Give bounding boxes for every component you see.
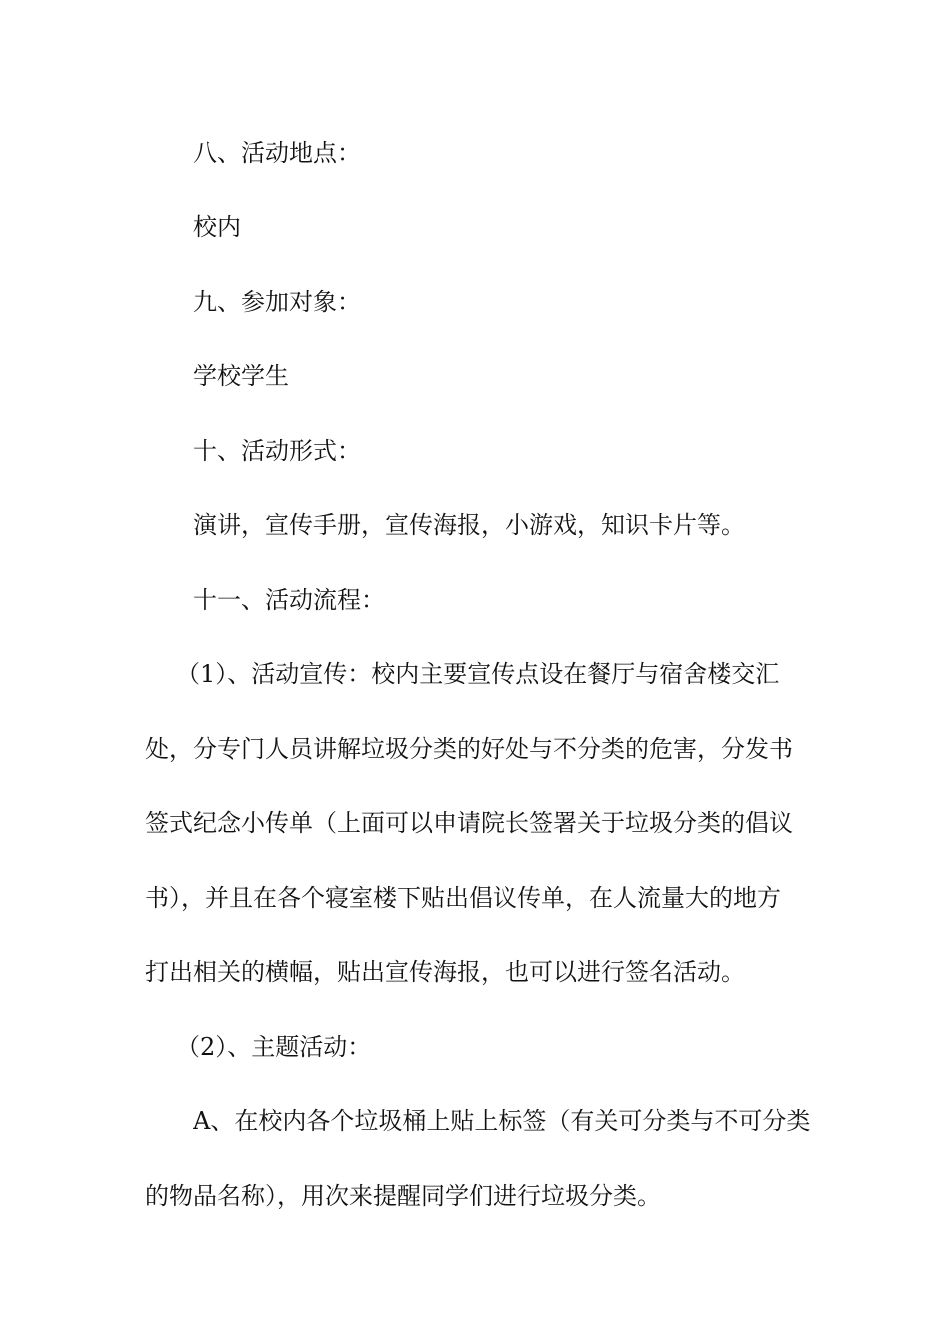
text-location-value: 校内 (193, 213, 241, 241)
paragraph-promotion-line-4: 书），并且在各个寝室楼下贴出倡议传单，在人流量大的地方 (145, 884, 781, 912)
paragraph-promotion-line-5: 打出相关的横幅，贴出宣传海报，也可以进行签名活动。 (145, 958, 745, 986)
paragraph-promotion-line-3: 签式纪念小传单（上面可以申请院长签署关于垃圾分类的倡议 (145, 809, 793, 837)
paragraph-promotion-line-1: （1）、活动宣传：校内主要宣传点设在餐厅与宿舍楼交汇 (176, 660, 780, 688)
text-activity-form-value: 演讲，宣传手册，宣传海报，小游戏，知识卡片等。 (193, 511, 745, 539)
text-participants-value: 学校学生 (193, 362, 289, 390)
paragraph-labels-line-1: A、在校内各个垃圾桶上贴上标签（有关可分类与不可分类 (193, 1107, 811, 1135)
heading-activity-form: 十、活动形式： (193, 437, 361, 465)
heading-theme-activity: （2）、主题活动： (176, 1033, 372, 1061)
paragraph-labels-line-2: 的物品名称），用次来提醒同学们进行垃圾分类。 (145, 1182, 661, 1210)
heading-activity-process: 十一、活动流程： (193, 586, 385, 614)
paragraph-promotion-line-2: 处，分专门人员讲解垃圾分类的好处与不分类的危害，分发书 (145, 735, 793, 763)
heading-activity-location: 八、活动地点： (193, 139, 361, 167)
heading-participants: 九、参加对象： (193, 288, 361, 316)
